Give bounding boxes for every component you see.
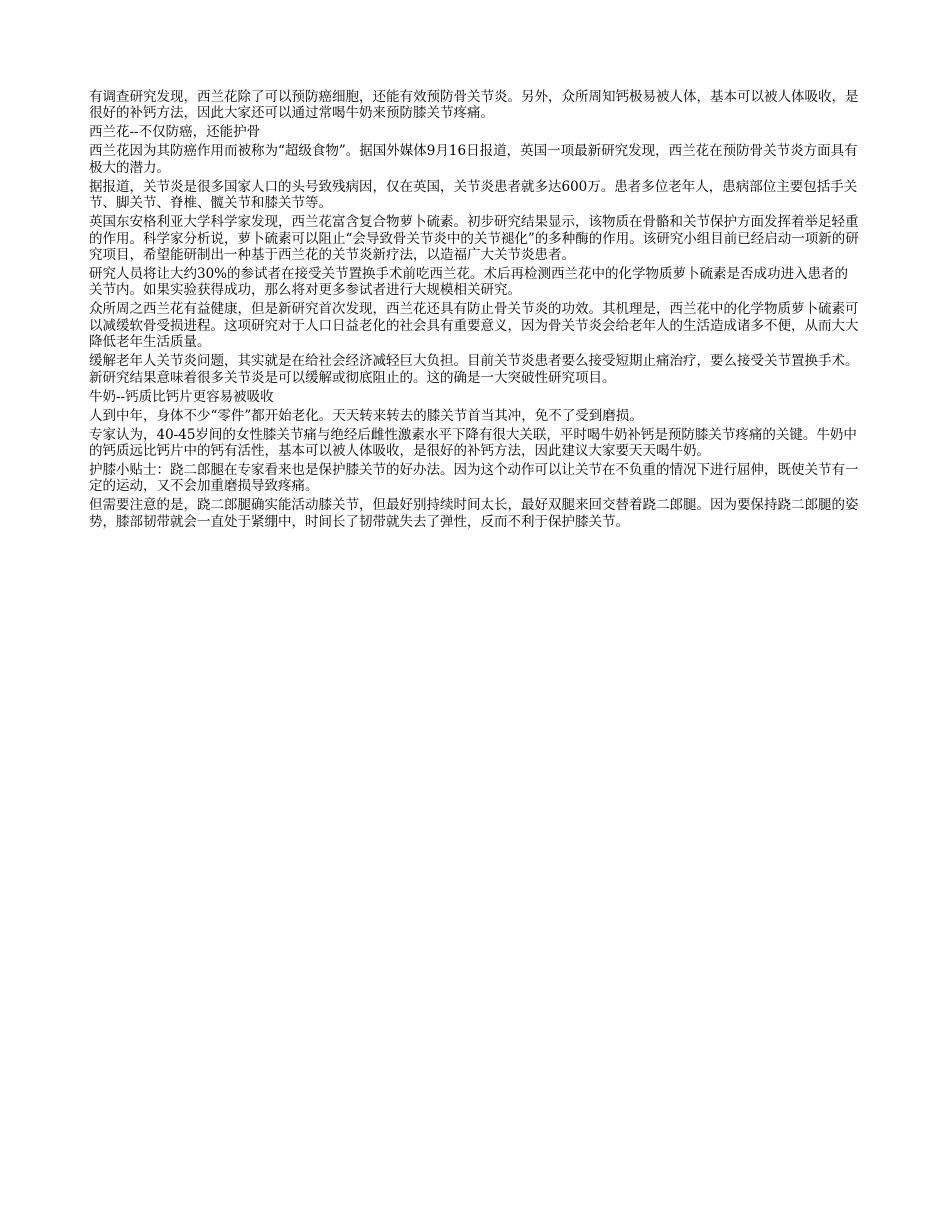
paragraph: 西兰花因为其防癌作用而被称为“超级食物”。据国外媒体9月16日报道，英国一项最新研究发现，西兰花在预防骨关节炎方面具有极大的潜力。 <box>89 143 858 176</box>
paragraph: 但需要注意的是，跷二郎腿确实能活动膝关节，但最好别持续时间太长，最好双腿来回交替着跷二郎腿。因为要保持跷二郎腿的姿势，膝部韧带就会一直处于紧绷中，时间长了韧带就失去了弹性，反而不利于保护膝关节。 <box>89 497 859 530</box>
paragraph-tip: 护膝小贴士：跷二郎腿在专家看来也是保护膝关节的好办法。因为这个动作可以让关节在不负重的情况下进行屈伸，既使关节有一定的运动，又不会加重磨损导致疼痛。 <box>89 462 859 495</box>
paragraph-intro: 有调查研究发现，西兰花除了可以预防癌细胞，还能有效预防骨关节炎。另外，众所周知钙极易被人体，基本可以被人体吸收，是很好的补钙方法，因此大家还可以通过常喝牛奶来预防膝关节疼痛。 <box>89 89 859 122</box>
paragraph: 英国东安格利亚大学科学家发现，西兰花富含复合物萝卜硫素。初步研究结果显示，该物质在骨骼和关节保护方面发挥着举足轻重的作用。科学家分析说，萝卜硫素可以阻止“会导致骨关节炎中的关节褪化”的多种酶的作用。该研究小组目前已经启动一项新的研究项目，希望能研制出一种基于西兰花的关节炎新疗法，以造福广大关节炎患者。 <box>89 214 859 264</box>
paragraph: 缓解老年人关节炎问题，其实就是在给社会经济减轻巨大负担。目前关节炎患者要么接受短期止痛治疗，要么接受关节置换手术。新研究结果意味着很多关节炎是可以缓解或彻底阻止的。这的确是一大突破性研究项目。 <box>89 353 859 386</box>
paragraph: 据报道，关节炎是很多国家人口的头号致残病因，仅在英国，关节炎患者就多达600万。患者多位老年人，患病部位主要包括手关节、脚关节、脊椎、髋关节和膝关节等。 <box>89 178 858 212</box>
paragraph: 众所周之西兰花有益健康，但是新研究首次发现，西兰花还具有防止骨关节炎的功效。其机理是，西兰花中的化学物质萝卜硫素可以减缓软骨受损进程。这项研究对于人口日益老化的社会具有重要意义，因为骨关节炎会给老年人的生活造成诸多不便，从而大大降低老年生活质量。 <box>89 301 859 351</box>
paragraph: 人到中年，身体不少“零件”都开始老化。天天转来转去的膝关节首当其冲，免不了受到磨损。 <box>89 407 643 424</box>
document-body <box>89 89 861 533</box>
paragraph: 研究人员将让大约30%的参试者在接受关节置换手术前吃西兰花。术后再检测西兰花中的化学物质萝卜硫素是否成功进入患者的关节内。如果实验获得成功，那么将对更多参试者进行大规模相关研究。 <box>89 266 849 299</box>
paragraph: 专家认为，40-45岁间的女性膝关节痛与绝经后雌性激素水平下降有很大关联，平时喝牛奶补钙是预防膝关节疼痛的关键。牛奶中的钙质远比钙片中的钙有活性，基本可以被人体吸收，是很好的补钙方法，因此建议大家要天天喝牛奶。 <box>89 426 857 460</box>
section-heading-milk: 牛奶--钙质比钙片更容易被吸收 <box>89 388 274 405</box>
section-heading-broccoli: 西兰花--不仅防癌，还能护骨 <box>89 124 261 141</box>
